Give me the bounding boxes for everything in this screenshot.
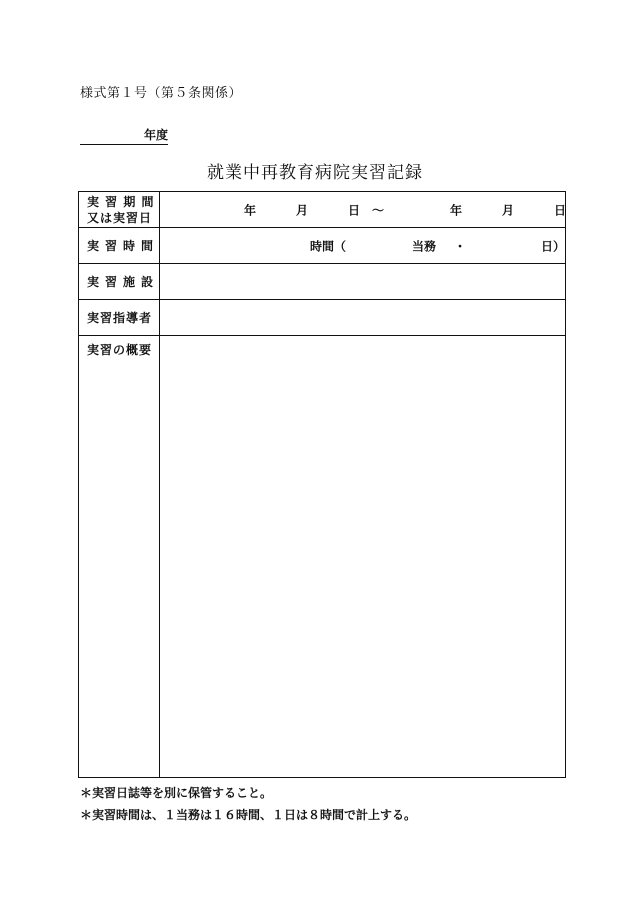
period-label-line1: 実 習 期 間 — [87, 194, 155, 209]
range-tilde: ～ — [372, 203, 385, 217]
end-year-unit: 年 — [450, 203, 463, 217]
facility-label: 実習施設 — [87, 274, 160, 289]
notes — [80, 782, 416, 826]
summary-row — [79, 336, 566, 778]
note-item: ＊実習日誌等を別に保管すること。 — [80, 786, 273, 800]
facility-row — [79, 264, 566, 300]
separator-dot: ・ — [454, 239, 467, 253]
supervisor-label-cell — [79, 300, 160, 336]
summary-label: 実習の概要 — [87, 343, 153, 357]
start-day-unit: 日 — [348, 203, 361, 217]
facility-value-cell[interactable] — [160, 264, 566, 300]
supervisor-label: 実習指導者 — [87, 310, 153, 325]
hours-label-cell — [79, 228, 160, 264]
period-value-cell[interactable] — [160, 192, 566, 228]
record-table — [78, 191, 566, 778]
shifts-unit: 当務 — [412, 239, 437, 253]
period-row — [79, 192, 566, 228]
supervisor-row — [79, 300, 566, 336]
hours-open-text: 時間（ — [310, 239, 347, 253]
summary-label-cell — [79, 336, 160, 778]
form-number: 様式第１号（第５条関係） — [80, 86, 243, 101]
start-month-unit: 月 — [296, 203, 309, 217]
supervisor-value-cell[interactable] — [160, 300, 566, 336]
days-close-text: 日） — [541, 239, 566, 253]
hours-label: 実習時間 — [87, 238, 160, 253]
hours-row — [79, 228, 566, 264]
period-label-line2: 又は実習日 — [87, 210, 153, 225]
facility-label-cell — [79, 264, 160, 300]
summary-value-cell[interactable] — [160, 336, 566, 778]
document-title: 就業中再教育病院実習記録 — [207, 163, 423, 183]
period-label-cell — [79, 192, 160, 228]
start-year-unit: 年 — [244, 203, 257, 217]
end-month-unit: 月 — [502, 203, 515, 217]
fiscal-year-field[interactable]: 年度 — [80, 126, 168, 145]
end-day-unit: 日 — [554, 203, 567, 217]
hours-value-cell[interactable] — [160, 228, 566, 264]
note-item: ＊実習時間は、１当務は１６時間、１日は８時間で計上する。 — [80, 808, 417, 822]
